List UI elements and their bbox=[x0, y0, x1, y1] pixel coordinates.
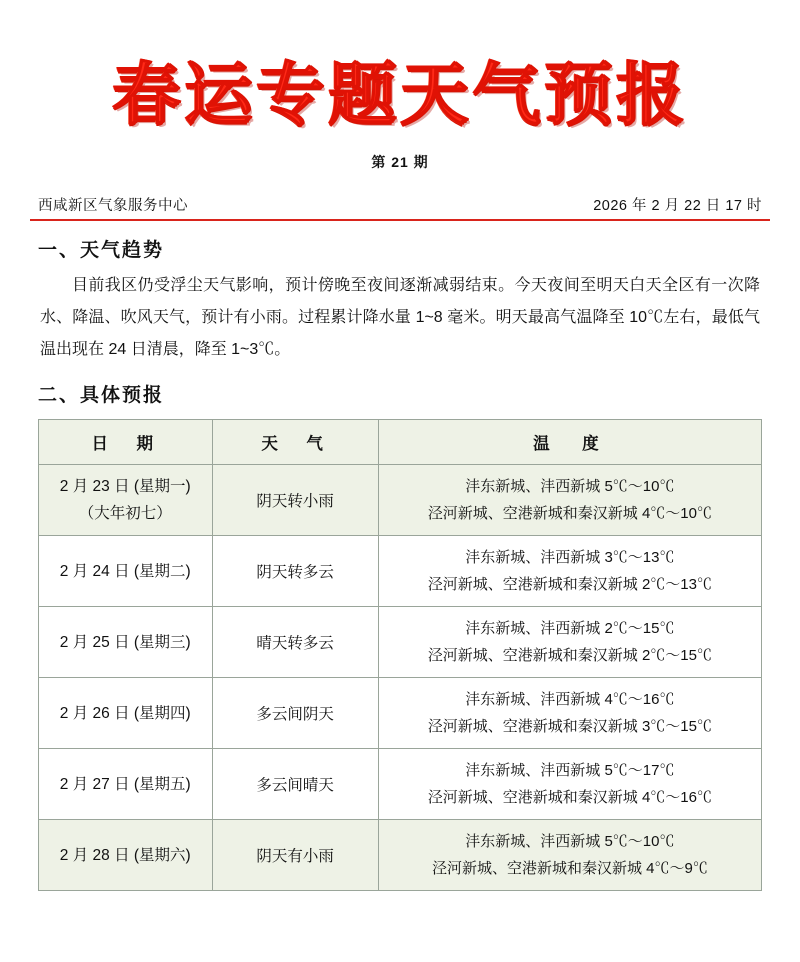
page-title: 春运专题天气预报 bbox=[111, 56, 688, 135]
cell-temperature bbox=[378, 820, 761, 891]
column-header-temperature: 温 度 bbox=[378, 420, 761, 465]
cell-weather: 阴天转多云 bbox=[212, 536, 378, 607]
column-header-weather: 天 气 bbox=[212, 420, 378, 465]
section-heading-detail: 二、具体预报 bbox=[38, 385, 165, 407]
temp-line-1: 沣东新城、沣西新城 3℃～13℃ bbox=[465, 549, 675, 567]
cell-weather: 晴天转多云 bbox=[212, 607, 378, 678]
cell-weather: 阴天有小雨 bbox=[212, 820, 378, 891]
cell-date bbox=[39, 678, 213, 749]
temp-line-2: 泾河新城、空港新城和秦汉新城 4℃～10℃ bbox=[427, 505, 712, 523]
date-line-primary: 2 月 27 日 (星期五) bbox=[59, 775, 191, 793]
date-line-primary: 2 月 26 日 (星期四) bbox=[59, 704, 191, 722]
table-row bbox=[39, 678, 762, 749]
issuer-name: 西咸新区气象服务中心 bbox=[38, 198, 188, 215]
table-row bbox=[39, 749, 762, 820]
table-row bbox=[39, 820, 762, 891]
forecast-table-wrapper bbox=[38, 419, 762, 891]
cell-temperature bbox=[378, 678, 761, 749]
temp-line-1: 沣东新城、沣西新城 2℃～15℃ bbox=[465, 620, 675, 638]
table-header-row bbox=[39, 420, 762, 465]
cell-date bbox=[39, 536, 213, 607]
temp-line-1: 沣东新城、沣西新城 4℃～16℃ bbox=[465, 691, 675, 709]
column-header-date: 日 期 bbox=[39, 420, 213, 465]
cell-temperature bbox=[378, 607, 761, 678]
cell-weather: 阴天转小雨 bbox=[212, 465, 378, 536]
cell-date bbox=[39, 465, 213, 536]
cell-date bbox=[39, 607, 213, 678]
table-row bbox=[39, 465, 762, 536]
temp-line-2: 泾河新城、空港新城和秦汉新城 2℃～13℃ bbox=[427, 576, 712, 594]
date-line-primary: 2 月 25 日 (星期三) bbox=[59, 633, 191, 651]
temp-line-2: 泾河新城、空港新城和秦汉新城 3℃～15℃ bbox=[427, 718, 712, 736]
date-line-primary: 2 月 24 日 (星期二) bbox=[59, 562, 191, 580]
temp-line-1: 沣东新城、沣西新城 5℃～10℃ bbox=[465, 478, 675, 496]
cell-weather: 多云间阴天 bbox=[212, 678, 378, 749]
document-meta-row bbox=[30, 194, 770, 221]
cell-temperature bbox=[378, 749, 761, 820]
temp-line-2: 泾河新城、空港新城和秦汉新城 2℃～15℃ bbox=[427, 647, 712, 665]
cell-temperature bbox=[378, 465, 761, 536]
issue-timestamp: 2026 年 2 月 22 日 17 时 bbox=[593, 198, 762, 215]
temp-line-2: 泾河新城、空港新城和秦汉新城 4℃～9℃ bbox=[431, 860, 708, 878]
cell-date bbox=[39, 749, 213, 820]
date-line-primary: 2 月 23 日 (星期一) bbox=[59, 478, 191, 496]
temp-line-2: 泾河新城、空港新城和秦汉新城 4℃～16℃ bbox=[427, 789, 712, 807]
table-row bbox=[39, 536, 762, 607]
section-heading-trend: 一、天气趋势 bbox=[38, 240, 165, 262]
temp-line-1: 沣东新城、沣西新城 5℃～17℃ bbox=[465, 762, 675, 780]
cell-date bbox=[39, 820, 213, 891]
forecast-table bbox=[38, 419, 762, 891]
issue-number: 第 21 期 bbox=[371, 154, 429, 171]
cell-temperature bbox=[378, 536, 761, 607]
title-block bbox=[30, 0, 770, 172]
trend-paragraph: 目前我区仍受浮尘天气影响，预计傍晚至夜间逐渐减弱结束。今天夜间至明天白天全区有一次降水、降温、吹风天气，预计有小雨。过程累计降水量 1~8 毫米。明天最高气温降至 10℃左右，最低气温出现在 24 日清晨，降至 1~3℃。 bbox=[40, 277, 760, 359]
cell-weather: 多云间晴天 bbox=[212, 749, 378, 820]
date-line-primary: 2 月 28 日 (星期六) bbox=[59, 846, 191, 864]
temp-line-1: 沣东新城、沣西新城 5℃～10℃ bbox=[465, 833, 675, 851]
table-row bbox=[39, 607, 762, 678]
date-line-secondary: （大年初七） bbox=[78, 505, 172, 523]
